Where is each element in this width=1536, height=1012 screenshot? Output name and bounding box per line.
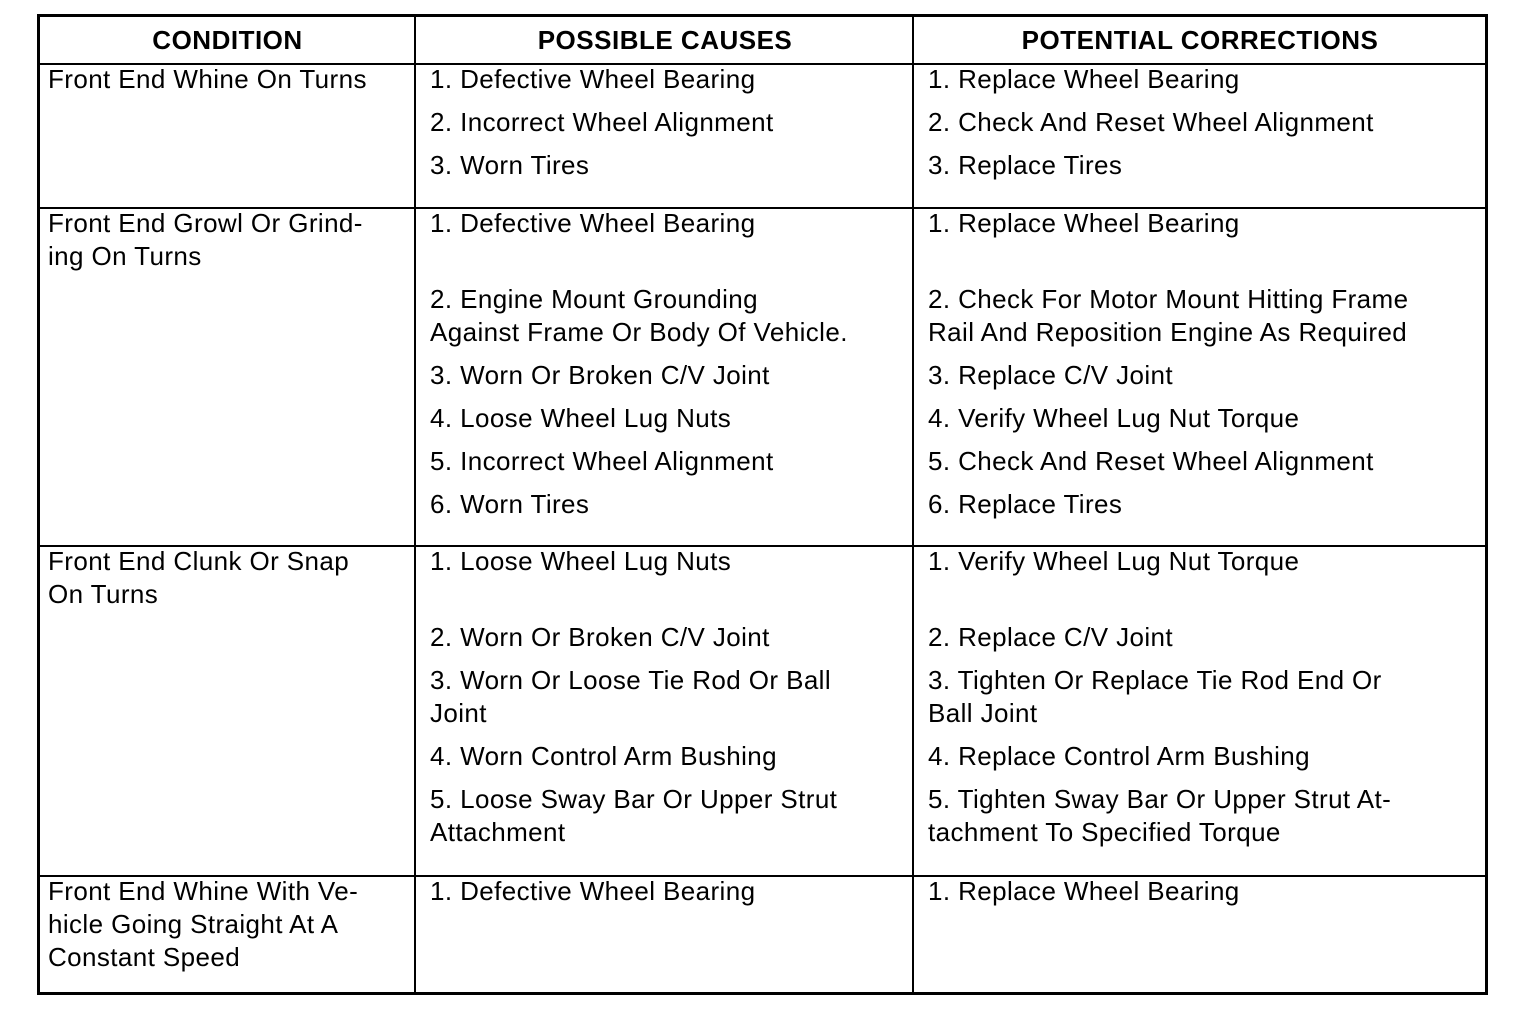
header-condition: CONDITION — [152, 24, 303, 55]
condition-text: Front End Whine With Ve- — [48, 876, 359, 906]
cause-text: Against Frame Or Body Of Vehicle. — [430, 317, 848, 347]
diagnosis-table — [37, 14, 1488, 995]
correction-text: 3. Replace C/V Joint — [928, 360, 1174, 390]
correction-text: Rail And Reposition Engine As Required — [928, 317, 1408, 347]
condition-text: ing On Turns — [48, 241, 202, 271]
cause-text: 4. Loose Wheel Lug Nuts — [430, 403, 732, 433]
cause-text: 2. Incorrect Wheel Alignment — [430, 107, 774, 137]
cause-text: 1. Defective Wheel Bearing — [430, 876, 756, 906]
condition-text: Front End Growl Or Grind- — [48, 208, 363, 238]
column-divider — [414, 17, 416, 992]
correction-text: 2. Replace C/V Joint — [928, 622, 1174, 652]
condition-text: Constant Speed — [48, 942, 241, 972]
header-possible-causes: POSSIBLE CAUSES — [537, 24, 793, 55]
correction-text: 6. Replace Tires — [928, 489, 1123, 519]
column-divider — [912, 17, 914, 992]
cause-text: 2. Engine Mount Grounding — [430, 284, 758, 314]
condition-text: Front End Whine On Turns — [48, 64, 367, 94]
correction-text: 1. Replace Wheel Bearing — [928, 876, 1240, 906]
cause-text: 1. Defective Wheel Bearing — [430, 208, 756, 238]
correction-text: 3. Tighten Or Replace Tie Rod End Or — [928, 665, 1382, 695]
correction-text: 5. Check And Reset Wheel Alignment — [928, 446, 1374, 476]
correction-text: 2. Check And Reset Wheel Alignment — [928, 107, 1374, 137]
cause-text: 4. Worn Control Arm Bushing — [430, 741, 778, 771]
correction-text: 1. Replace Wheel Bearing — [928, 208, 1240, 238]
correction-text: 3. Replace Tires — [928, 150, 1123, 180]
cause-text: 2. Worn Or Broken C/V Joint — [430, 622, 770, 652]
cause-text: 3. Worn Tires — [430, 150, 590, 180]
correction-text: 5. Tighten Sway Bar Or Upper Strut At- — [928, 784, 1392, 814]
correction-text: 4. Verify Wheel Lug Nut Torque — [928, 403, 1300, 433]
cause-text: 3. Worn Or Loose Tie Rod Or Ball — [430, 665, 832, 695]
condition-text: Front End Clunk Or Snap — [48, 546, 350, 576]
cause-text: 1. Defective Wheel Bearing — [430, 64, 756, 94]
correction-text: Ball Joint — [928, 698, 1038, 728]
cause-text: 6. Worn Tires — [430, 489, 590, 519]
condition-text: hicle Going Straight At A — [48, 909, 339, 939]
cause-text: Joint — [430, 698, 487, 728]
header-row — [40, 17, 1485, 65]
cause-text: 1. Loose Wheel Lug Nuts — [430, 546, 732, 576]
cause-text: 5. Incorrect Wheel Alignment — [430, 446, 774, 476]
condition-text: On Turns — [48, 579, 159, 609]
correction-text: 4. Replace Control Arm Bushing — [928, 741, 1310, 771]
correction-text: 1. Replace Wheel Bearing — [928, 64, 1240, 94]
cause-text: Attachment — [430, 817, 566, 847]
cause-text: 3. Worn Or Broken C/V Joint — [430, 360, 770, 390]
correction-text: 2. Check For Motor Mount Hitting Frame — [928, 284, 1409, 314]
header-potential-corrections: POTENTIAL CORRECTIONS — [1021, 24, 1379, 55]
cause-text: 5. Loose Sway Bar Or Upper Strut — [430, 784, 838, 814]
correction-text: tachment To Specified Torque — [928, 817, 1281, 847]
correction-text: 1. Verify Wheel Lug Nut Torque — [928, 546, 1300, 576]
